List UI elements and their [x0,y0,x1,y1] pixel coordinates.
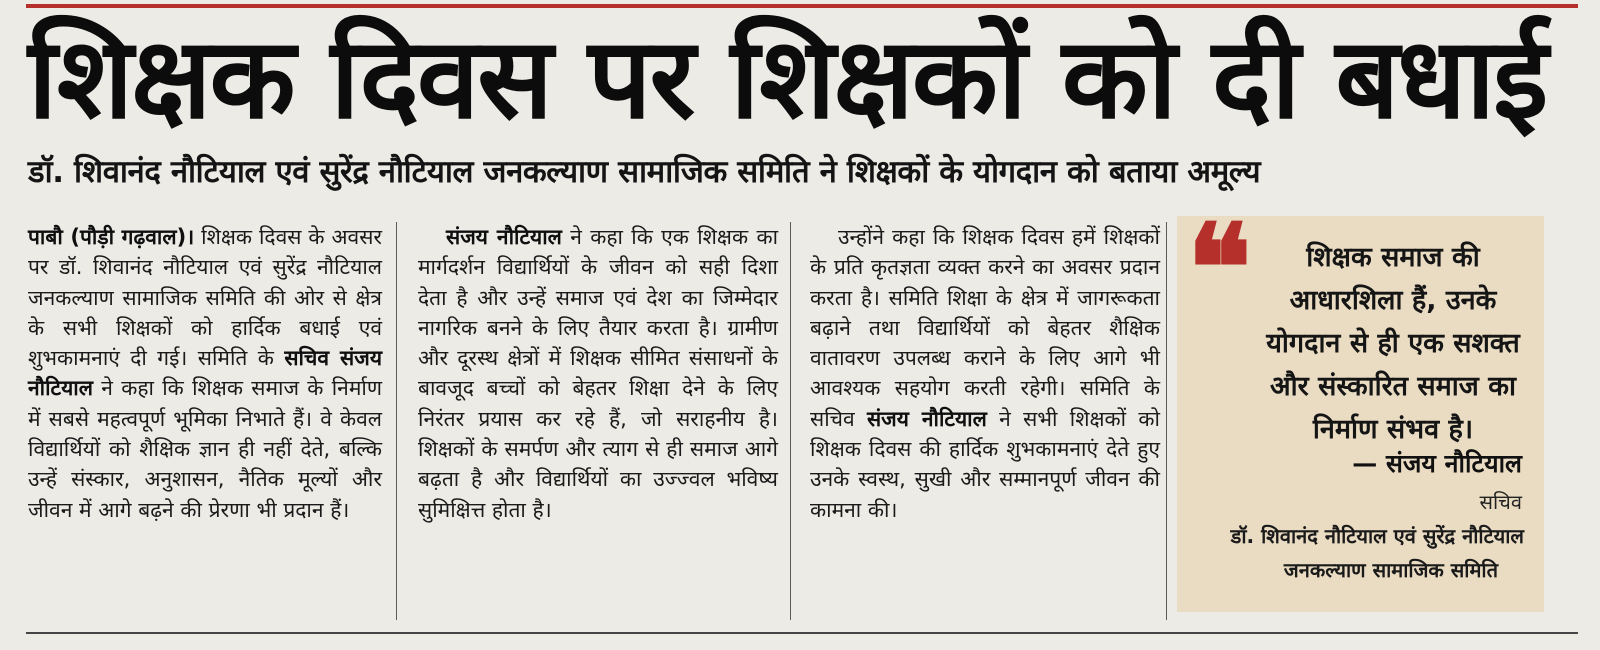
column-2-paragraph [418,222,778,525]
column-1-text-a: शिक्षक दिवस के अवसर पर डॉ. शिवानंद नौटियाल एवं सुरेंद्र नौटियाल जनकल्याण सामाजिक समिति की ओर से क्षेत्र के सभी शिक्षकों को हार्दिक बधाई एवं शुभकामनाएं दी गई। समिति के [28,225,382,371]
quote-organization-line-1: डॉ. शिवानंद नौटियाल एवं सुरेंद्र नौटियाल [1230,524,1524,548]
quote-author-role: सचिव [1479,490,1522,514]
column-divider [790,222,791,620]
column-1-text-b: ने कहा कि शिक्षक समाज के निर्माण में सबसे महत्वपूर्ण भूमिका निभाते हैं। वे केवल विद्यार्थियों को शैक्षिक ज्ञान ही नहीं देते, बल्कि उन्हें संस्कार, अनुशासन, नैतिक मूल्यों और जीवन में आगे बढ़ने की प्रेरणा भी प्रदान हैं। [28,376,382,522]
column-divider [1166,222,1167,620]
article-column-3 [810,222,1160,525]
column-1-bold-name: सचिव संजय नौटियाल [28,346,382,401]
article-column-1 [28,222,382,525]
dateline: पाबौ (पौड़ी गढ़वाल)। [28,225,195,249]
column-divider [396,222,397,620]
subheadline: डॉ. शिवानंद नौटियाल एवं सुरेंद्र नौटियाल जनकल्याण सामाजिक समिति ने शिक्षकों के योगदान को बताया अमूल्य [28,154,1261,190]
quote-author: — संजय नौटियाल [1352,449,1522,478]
top-accent-rule [26,4,1578,8]
column-2-text: ने कहा कि एक शिक्षक का मार्गदर्शन विद्यार्थियों के जीवन को सही दिशा देता है और उन्हें समाज एवं देश का जिम्मेदार नागरिक बनने के लिए तैयार करता है। ग्रामीण और दूरस्थ क्षेत्रों में शिक्षक सीमित संसाधनों के बावजूद बच्चों को बेहतर शिक्षा देने के लिए निरंतर प्रयास कर रहे हैं, जो सराहनीय है। शिक्षकों के समर्पण और त्याग से ही समाज आगे बढ़ता है और विद्यार्थियों का उज्ज्वल भविष्य सुमिक्षित्त होता है। [418,225,779,522]
column-3-text-a: उन्होंने कहा कि शिक्षक दिवस हमें शिक्षकों के प्रति कृतज्ञता व्यक्त करने का अवसर प्रदान करता है। समिति शिक्षा के क्षेत्र में जागरूकता बढ़ाने तथा विद्यार्थियों को बेहतर शैक्षिक वातावरण उपलब्ध कराने के लिए आगे भी आवश्यक सहयोग करती रहेगी। समिति के सचिव [810,225,1160,431]
quote-mark-icon: ❝ [1187,198,1252,339]
pull-quote-text: शिक्षक समाज की आधारशिला हैं, उनके योगदान से ही एक सशक्त और संस्कारित समाज का निर्माण संभव है। [1266,242,1520,445]
column-2-bold-name: संजय नौटियाल [446,225,562,249]
pull-quote-box [1177,198,1544,612]
article-column-2 [418,222,778,525]
column-1-paragraph [28,222,382,525]
column-3-text-b: ने सभी शिक्षकों को शिक्षक दिवस की हार्दिक शुभकामनाएं देते हुए उनके स्वस्थ, सुखी और सम्मानपूर्ण जीवन की कामना की। [810,406,1160,522]
headline: शिक्षक दिवस पर शिक्षकों को दी बधाई [28,14,1547,144]
bottom-rule [26,632,1578,634]
quote-organization-line-2: जनकल्याण सामाजिक समिति [1283,558,1498,582]
column-3-bold-name: संजय नौटियाल [866,406,987,431]
column-3-paragraph [810,222,1160,525]
